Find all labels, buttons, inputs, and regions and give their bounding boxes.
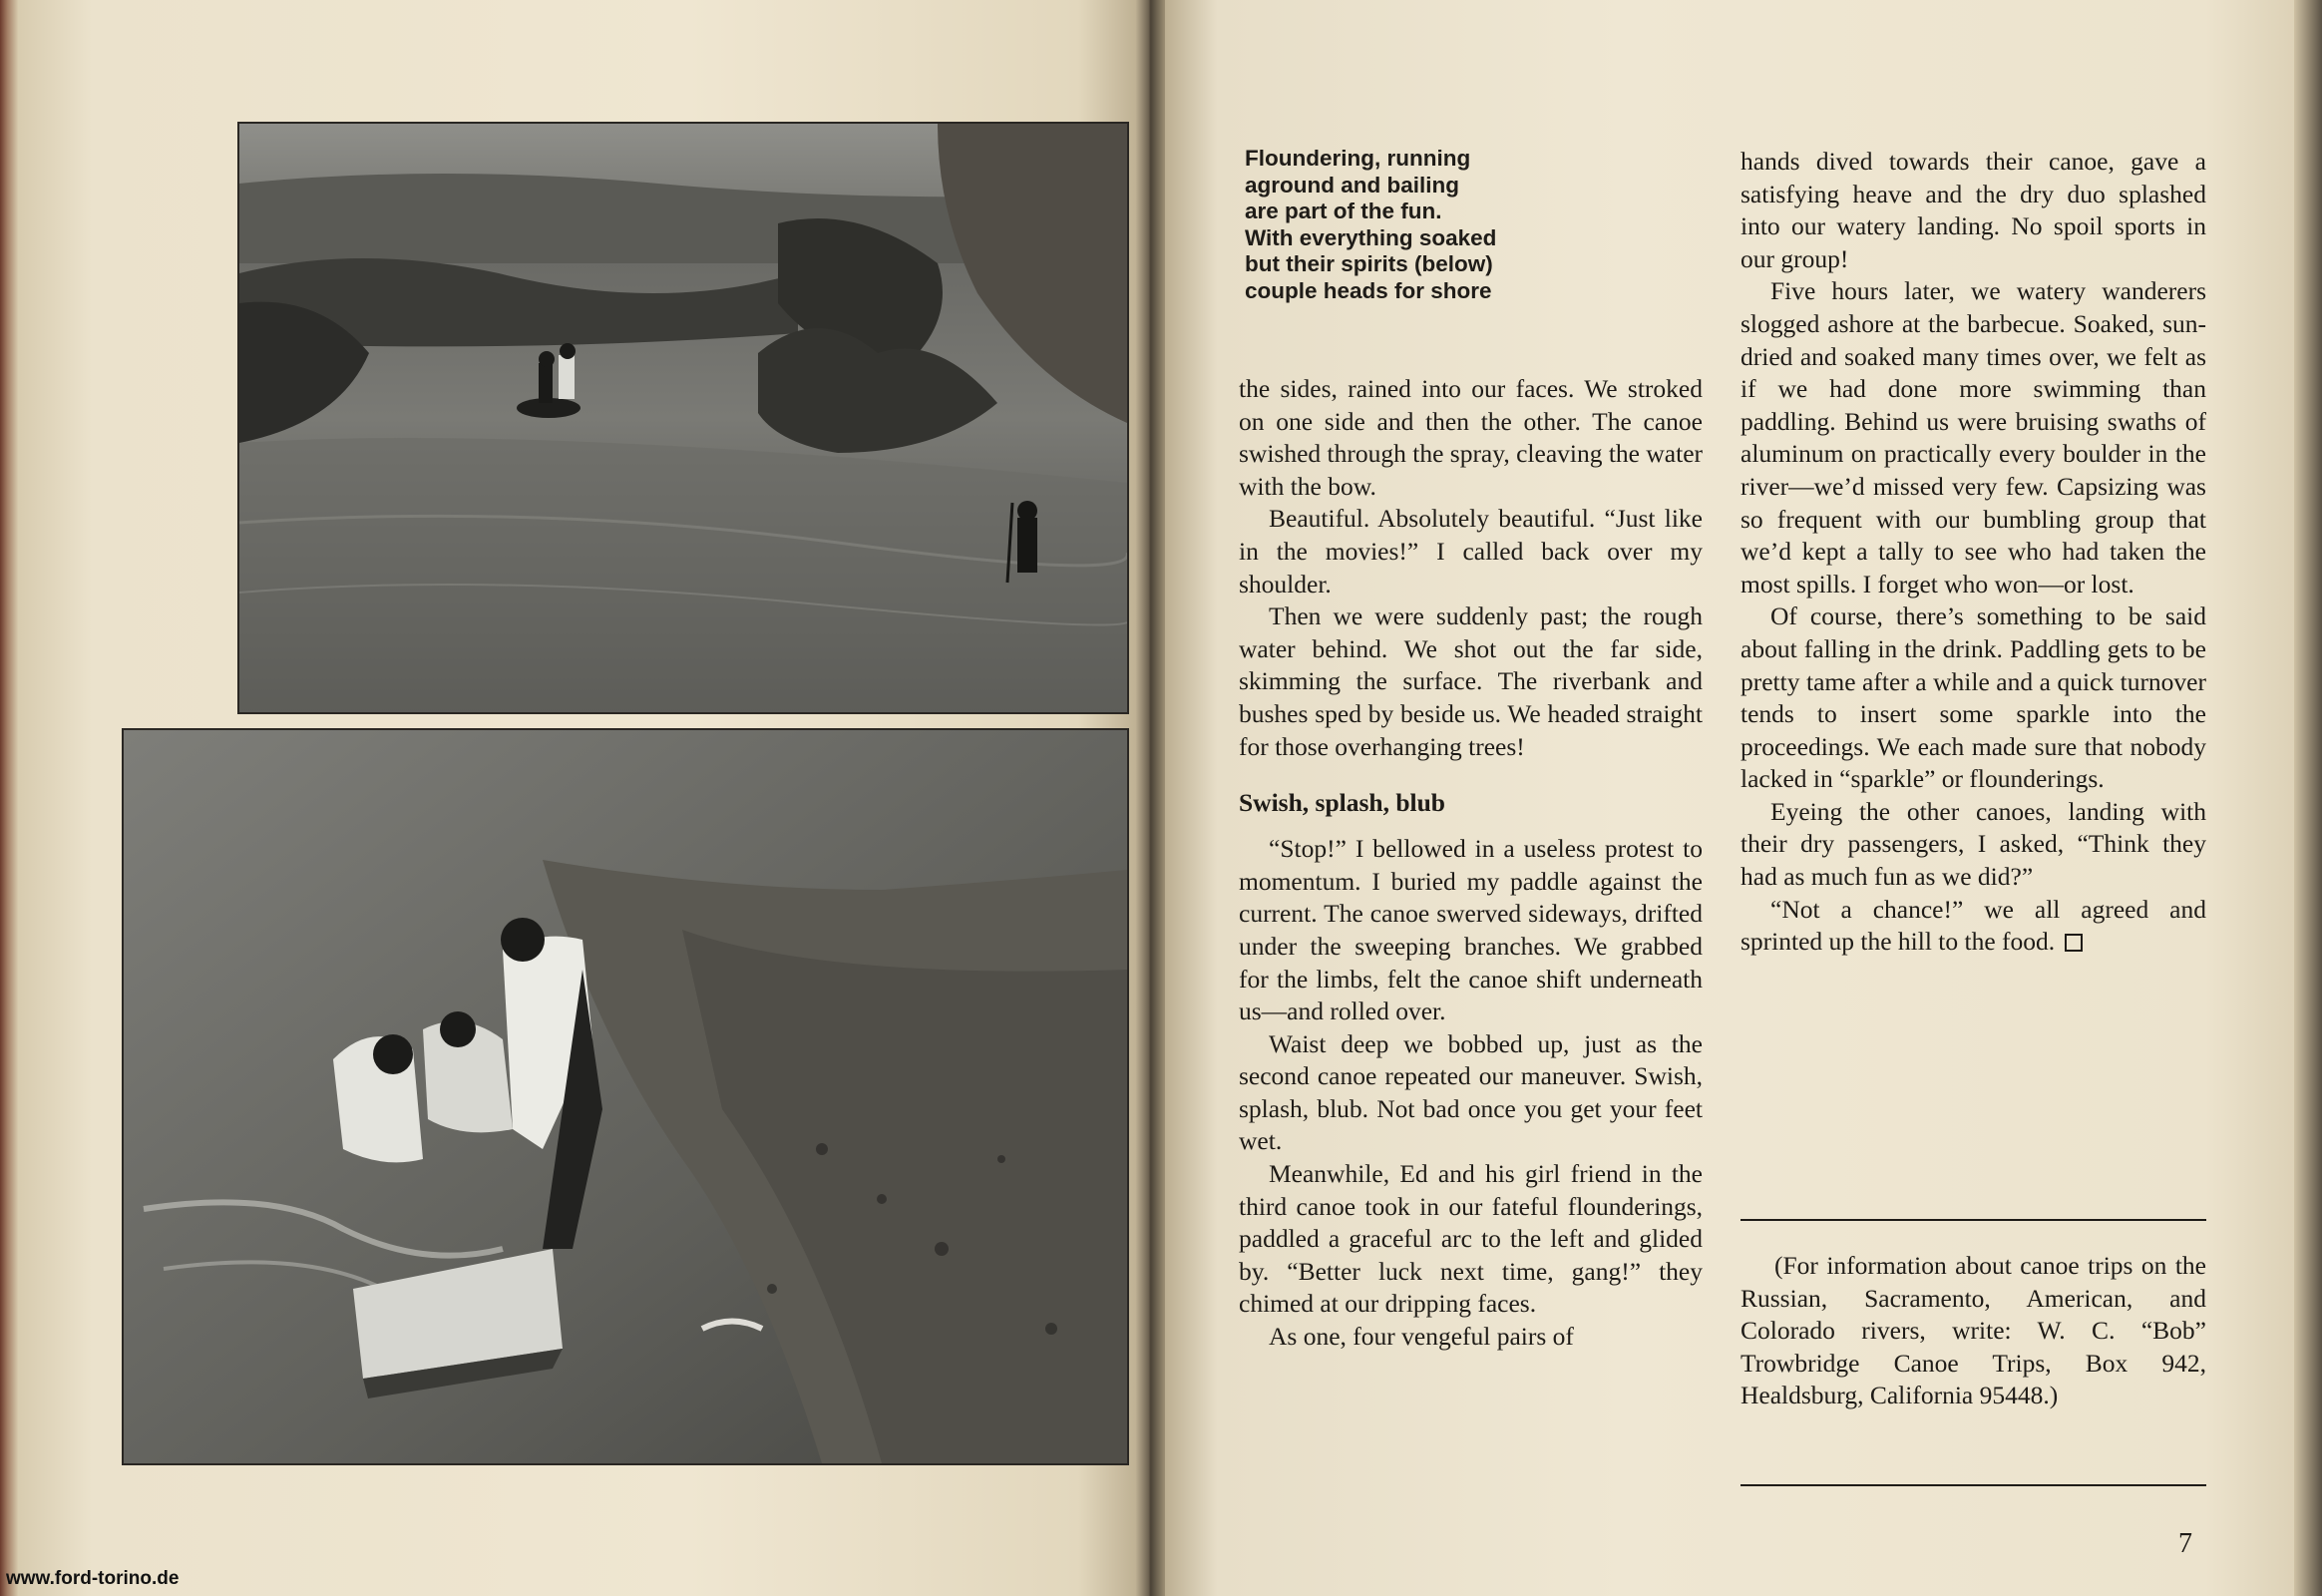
info-note	[1741, 1250, 2206, 1412]
paragraph: Eyeing the other canoes, landing with their dry passengers, I asked, “Think they had as much fun as we did?”	[1741, 796, 2206, 892]
paragraph: Then we were suddenly past; the rough water behind. We shot out the far side, skimming the surface. The riverbank and bushes sped by beside us. We headed straight for those overhanging trees!	[1239, 601, 1703, 761]
section-heading: Swish, splash, blub	[1239, 788, 1445, 818]
article-column-2	[1741, 146, 2206, 959]
paragraph: Waist deep we bobbed up, just as the second canoe repeated our maneuver. Swish, splash, blub. Not bad once you get your feet wet.	[1239, 1028, 1703, 1156]
paragraph: As one, four vengeful pairs of	[1269, 1322, 1574, 1352]
caption-line: are part of the fun.	[1245, 199, 1442, 223]
photo-caption	[1245, 146, 1564, 304]
river-canoe-photo	[237, 122, 1129, 714]
final-paragraph	[1741, 894, 2206, 959]
caption-line: but their spirits (below)	[1245, 251, 1493, 276]
bailing-canoe-photo	[122, 728, 1129, 1465]
page-edge	[2294, 0, 2322, 1596]
caption-line: couple heads for shore	[1245, 277, 1492, 303]
page-number: 7	[2178, 1528, 2192, 1559]
paragraph: Of course, there’s something to be said about falling in the drink. Paddling gets to be pretty tame after a while and a quick turnover tends to insert some sparkle into the proceedings. We each made sure that nobody lacked in “sparkle” or flounderings.	[1741, 601, 2206, 794]
paragraph-text: “Not a chance!” we all agreed and sprinted up the hill to the food.	[1741, 894, 2206, 957]
paragraph: Five hours later, we watery wanderers slogged ashore at the barbecue. Soaked, sun-dried and soaked many times over, we felt as if we had done more swimming than paddling. Behind us were bruising swaths of aluminum on practically every boulder in the river—we’d missed very few. Capsizing was so frequent with our bumbling group that we’d kept a tally to see who had taken the most spills. I forget who won—or lost.	[1741, 276, 2206, 598]
article-column-1	[1239, 373, 1703, 1354]
cover-edge	[0, 0, 18, 1596]
divider-rule	[1741, 1219, 2206, 1221]
info-note-text: (For information about canoe trips on the Russian, Sacramento, American, and Colorado rivers, write: W. C. “Bob” Trowbridge Canoe Trips, Box 942, Healdsburg, California 95448.)	[1741, 1251, 2206, 1410]
caption-line: With everything soaked	[1245, 224, 1497, 250]
paragraph: the sides, rained into our faces. We stroked on one side and then the other. The canoe swished through the spray, cleaving the water with the bow.	[1239, 374, 1704, 501]
paragraph: Meanwhile, Ed and his girl friend in the third canoe took in our fateful flounderings, paddled a graceful arc to the left and glided by. “Better luck next time, gang!” they chimed at our dripping faces.	[1239, 1159, 1703, 1319]
binding-gutter	[1135, 0, 1165, 1596]
paragraph: “Stop!” I bellowed in a useless protest to momentum. I buried my paddle against the current. The canoe swerved sideways, drifted under the sweeping branches. We grabbed for the limbs, felt the canoe shift underneath us—and rolled over.	[1239, 834, 1703, 1026]
paragraph: hands dived towards their canoe, gave a satisfying heave and the dry duo splashed into our watery landing. No spoil sports in our group!	[1741, 147, 2206, 273]
watermark: www.ford-torino.de	[6, 1568, 180, 1589]
end-mark-icon	[2065, 934, 2083, 952]
divider-rule	[1741, 1484, 2206, 1486]
caption-line: Floundering, running	[1245, 146, 1471, 171]
caption-line: aground and bailing	[1245, 172, 1459, 198]
paragraph: Beautiful. Absolutely beautiful. “Just like in the movies!” I called back over my shoulder.	[1239, 504, 1703, 598]
